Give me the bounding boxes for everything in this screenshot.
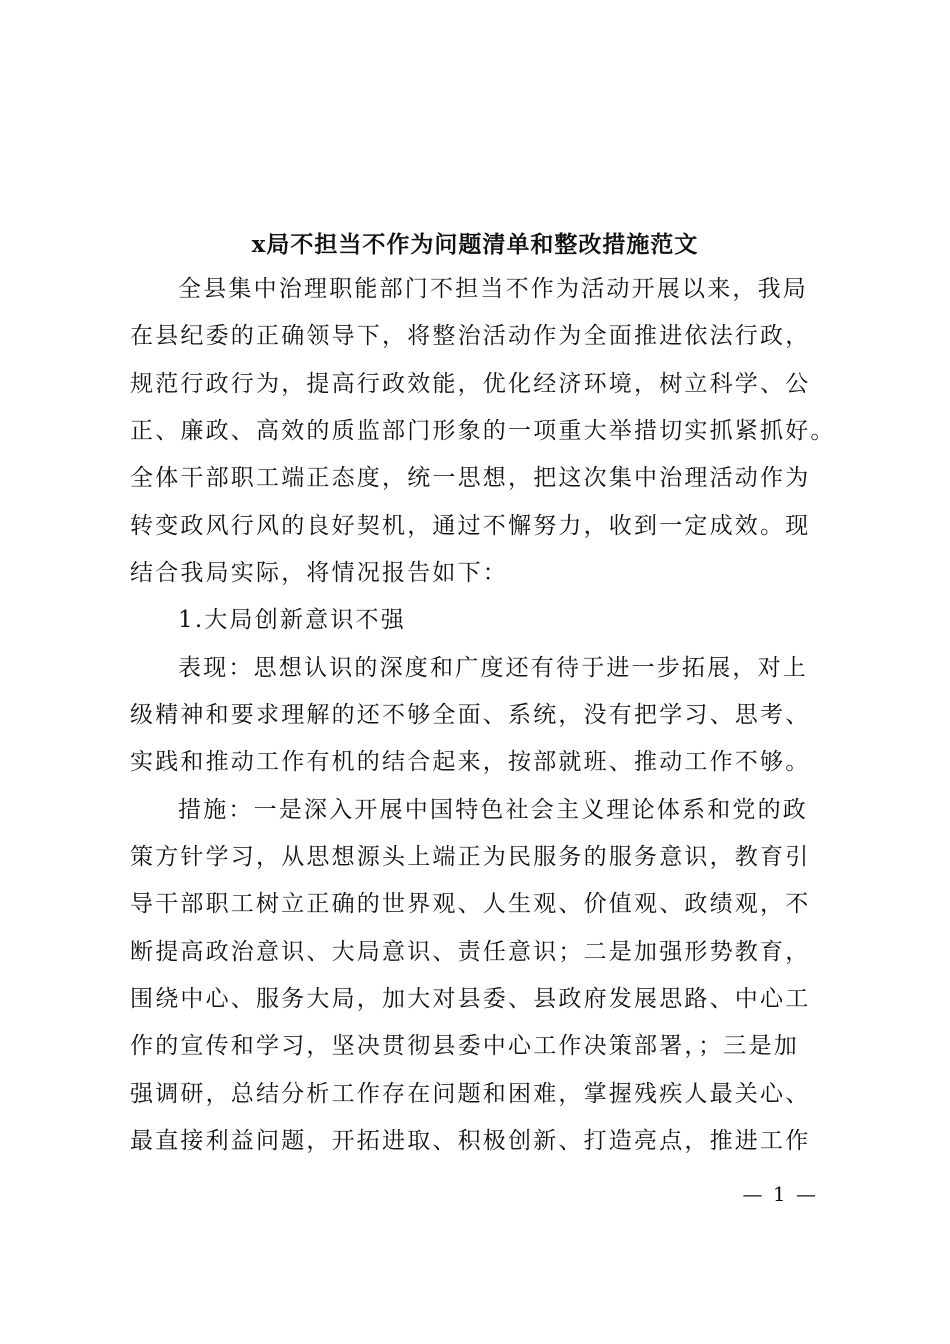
paragraph-line: 作的宣传和学习，坚决贯彻县委中心工作决策部署，；三是加: [130, 1033, 799, 1059]
paragraph-line: 导干部职工树立正确的世界观、人生观、价值观、政绩观，不: [130, 891, 811, 917]
paragraph-line: 全体干部职工端正态度，统一思想，把这次集中治理活动作为: [130, 465, 811, 491]
paragraph-line: 全县集中治理职能部门不担当不作为活动开展以来，我局: [178, 276, 808, 302]
paragraph-line: 正、廉政、高效的质监部门形象的一项重大举措切实抓紧抓好。: [130, 418, 836, 444]
paragraph-line: 策方针学习，从思想源头上端正为民服务的服务意识，教育引: [130, 844, 811, 870]
paragraph-line: 围绕中心、服务大局，加大对县委、县政府发展思路、中心工: [130, 986, 811, 1012]
paragraph-line: 实践和推动工作有机的结合起来，按部就班、推动工作不够。: [130, 749, 811, 775]
document-title: x局不担当不作为问题清单和整改措施范文: [251, 231, 699, 258]
paragraph-line: 措施：一是深入开展中国特色社会主义理论体系和党的政: [178, 797, 808, 823]
paragraph-line: 最直接利益问题，开拓进取、积极创新、打造亮点，推进工作: [130, 1128, 811, 1154]
paragraph-line: 断提高政治意识、大局意识、责任意识；二是加强形势教育，: [130, 939, 811, 965]
section-heading: 1.大局创新意识不强: [178, 607, 406, 633]
paragraph-line: 表现：思想认识的深度和广度还有待于进一步拓展，对上: [178, 655, 808, 681]
paragraph-line: 在县纪委的正确领导下，将整治活动作为全面推进依法行政，: [130, 323, 811, 349]
page-number: — 1 —: [742, 1182, 818, 1206]
paragraph-line: 级精神和要求理解的还不够全面、系统，没有把学习、思考、: [130, 702, 811, 728]
paragraph-line: 转变政风行风的良好契机，通过不懈努力，收到一定成效。现: [130, 513, 811, 539]
paragraph-line: 结合我局实际，将情况报告如下：: [130, 560, 508, 586]
paragraph-line: 规范行政行为，提高行政效能，优化经济环境，树立科学、公: [130, 371, 811, 397]
paragraph-line: 强调研，总结分析工作存在问题和困难，掌握残疾人最关心、: [130, 1081, 811, 1107]
